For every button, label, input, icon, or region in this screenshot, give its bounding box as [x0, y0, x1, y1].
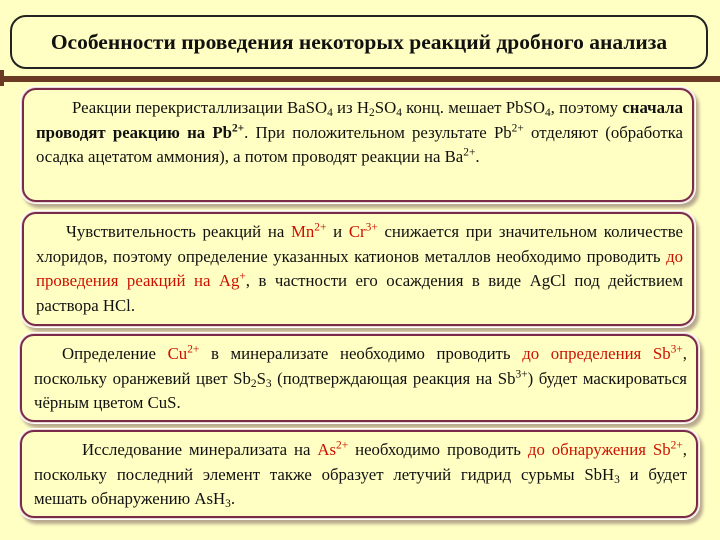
note-card-cu-sb: Определение $Cu^{2+}$ в минерализате необходимо проводить до определения $Sb^{3+}$, поскольку оранжевий цвет $Sb_2S_3$ (подтверждающая реакция на $Sb^{3+}$) будет маскироваться чёрным цветом CuS. — [20, 334, 698, 422]
title-divider-cap — [0, 70, 4, 86]
slide-title: Особенности проведения некоторых реакций дробного анализа — [50, 29, 668, 54]
note-card-mn-cr: Чувствительность реакций на $Mn^{2+}$ и $Cr^{3+}$ снижается при значительном количестве хлоридов, поэтому определение указанных катионов металлов необходимо проводить до проведения реакций на Ag+, в частности его осаждения в виде AgCl под действием раствора HCl. — [22, 212, 694, 326]
note-card-as-sb: Исследование минерализата на $As^{2+}$ необходимо проводить до обнаружения $Sb^{2+}$, поскольку последний элемент также образует летучий гидрид сурьмы SbH$_3$ и будет мешать обнаружению AsH$_3$. — [20, 430, 698, 518]
card2-highlight: до проведения реакций на Ag — [36, 246, 683, 290]
title-box — [10, 15, 708, 69]
title-divider — [0, 76, 720, 82]
card1-text: Реакции перекристаллизации Ba — [72, 98, 306, 117]
card3-text: Определение — [62, 344, 168, 363]
card3-highlight: до определения Sb — [522, 344, 671, 363]
card4-text: Исследование минерализата на — [82, 440, 318, 459]
card2-text: Чувствительность реакций на — [66, 222, 291, 241]
card4-highlight: до обнаружения Sb — [527, 440, 671, 459]
note-card-ba-pb: Реакции перекристаллизации BaSO$_4$ из $H_2SO_4$ конц. мешает PbSO$_4$, поэтому сначала проводят реакцию на $Pb^{2+}$. При положительном результате $Pb^{2+}$ отделяют (обработка осадка ацетатом аммония), а потом проводят реакции на $Ba^{2+}$. — [22, 88, 694, 202]
card1-emphasis: сначала проводят реакцию на Pb — [36, 98, 683, 142]
